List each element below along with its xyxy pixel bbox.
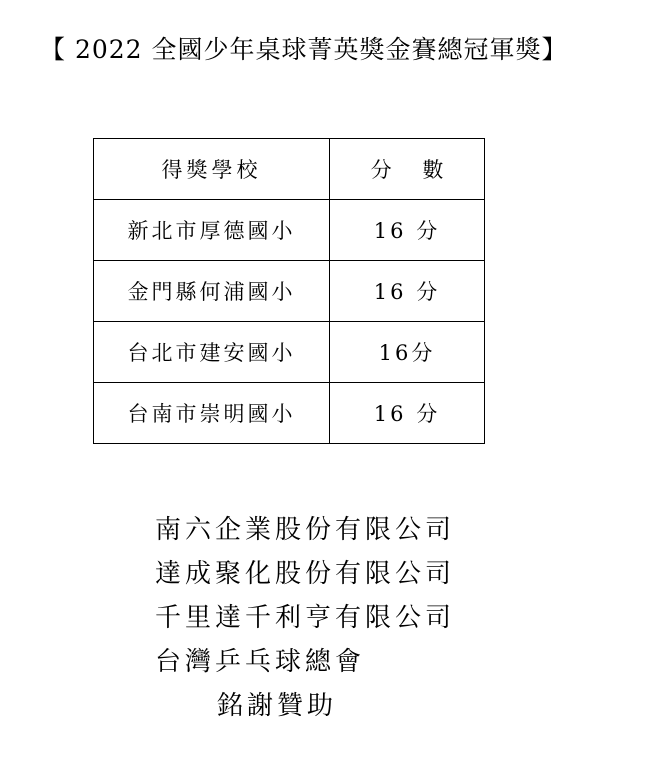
header-school: 得獎學校	[94, 139, 330, 200]
sponsor-list	[155, 508, 575, 728]
table-header-row	[94, 139, 485, 200]
thanks-text: 銘謝贊助	[217, 691, 338, 721]
school-cell: 新北市厚德國小	[94, 200, 330, 261]
table-row	[94, 322, 485, 383]
score-cell: 16 分	[330, 200, 485, 261]
sponsor-name: 台灣乒乓球總會	[155, 647, 366, 677]
page-title: 【 2022 全國少年桌球菁英獎金賽總冠軍獎】	[40, 35, 568, 64]
table-row	[94, 383, 485, 444]
score-cell: 16分	[330, 322, 485, 383]
school-cell: 金門縣何浦國小	[94, 261, 330, 322]
header-score: 分 數	[330, 139, 485, 200]
score-cell: 16 分	[330, 383, 485, 444]
sponsor-name: 千里達千利亨有限公司	[155, 603, 456, 633]
sponsor-name: 南六企業股份有限公司	[155, 515, 456, 545]
score-cell: 16 分	[330, 261, 485, 322]
table-row	[94, 261, 485, 322]
school-cell: 台北市建安國小	[94, 322, 330, 383]
awards-table	[93, 138, 485, 444]
table-row	[94, 200, 485, 261]
sponsor-name: 達成聚化股份有限公司	[155, 559, 456, 589]
school-cell: 台南市崇明國小	[94, 383, 330, 444]
